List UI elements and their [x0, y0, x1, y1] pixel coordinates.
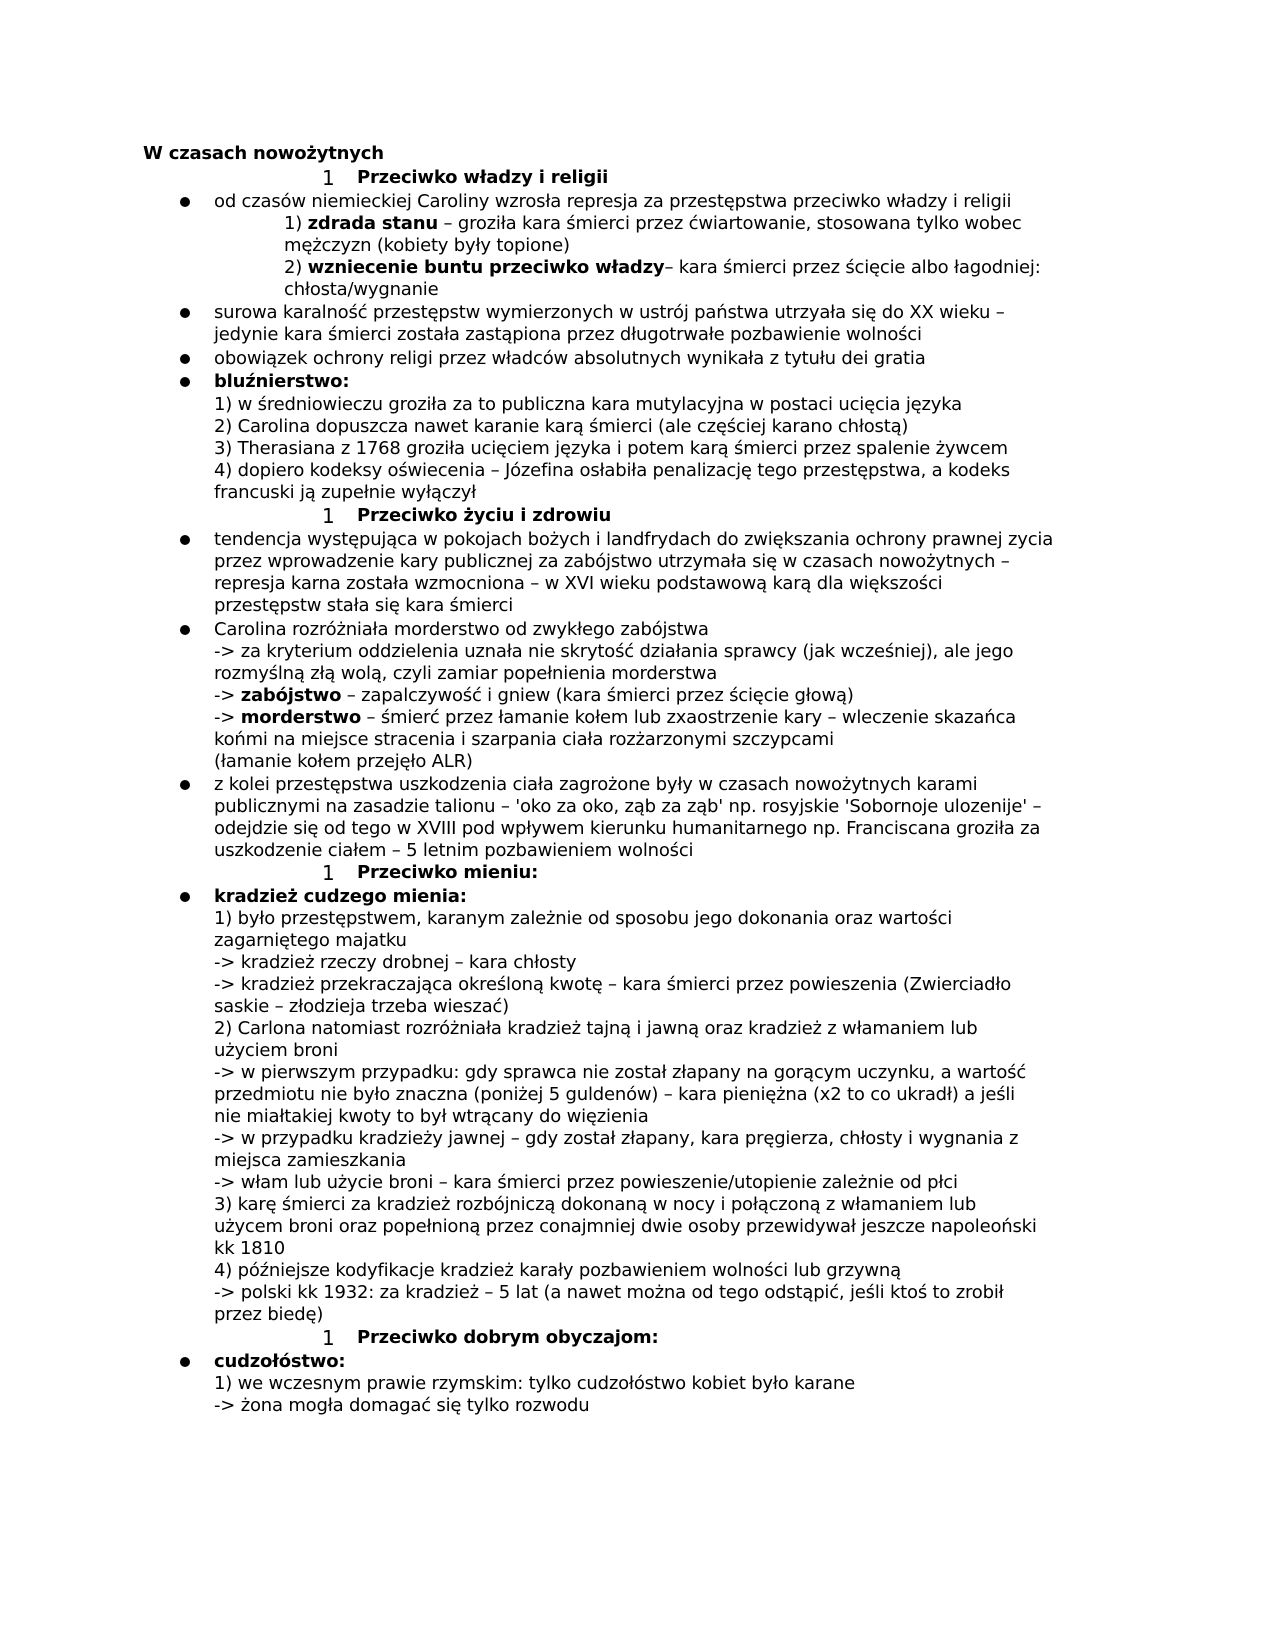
- text-line: publicznymi na zasadzie talionu – 'oko za oko, ząb za ząb' np. rosyjskie 'Sobornoje ulozenije' –: [214, 796, 1042, 817]
- bullet-icon: [180, 892, 190, 902]
- bullet-icon: [180, 1357, 190, 1367]
- text-line: kradzież cudzego mienia:: [214, 886, 467, 907]
- text-line: Carolina rozróżniała morderstwo od zwykłego zabójstwa: [214, 619, 709, 640]
- bullet-icon: [180, 535, 190, 545]
- text-line: 2) wzniecenie buntu przeciwko władzy– kara śmierci przez ścięcie albo łagodniej:: [284, 257, 1041, 278]
- text-line: końmi na miejsce stracenia i szarpania ciała rozżarzonymi szczypcami: [214, 729, 834, 750]
- section-heading: Przeciwko życiu i zdrowiu: [357, 505, 612, 526]
- text-line: -> za kryterium oddzielenia uznała nie skrytość działania sprawcy (jak wcześniej), ale jego: [214, 641, 1014, 662]
- text-line: przez biedę): [214, 1304, 324, 1325]
- text-line: od czasów niemieckiej Caroliny wzrosła represja za przestępstwa przeciwko władzy i religii: [214, 191, 1012, 212]
- text-line: 1) zdrada stanu – groziła kara śmierci przez ćwiartowanie, stosowana tylko wobec: [284, 213, 1022, 234]
- text-line: -> włam lub użycie broni – kara śmierci przez powieszenie/utopienie zależnie od płci: [214, 1172, 958, 1193]
- text-line: francuski ją zupełnie wyłączył: [214, 482, 477, 503]
- text-line: przedmiotu nie było znaczna (poniżej 5 guldenów) – kara pieniężna (x2 to co ukradł) a jeśli: [214, 1084, 1015, 1105]
- section-number: 1: [322, 166, 335, 190]
- bullet-icon: [180, 197, 190, 207]
- text-line: z kolei przestępstwa uszkodzenia ciała zagrożone były w czasach nowożytnych karami: [214, 774, 978, 795]
- text-line: -> kradzież przekraczająca określoną kwotę – kara śmierci przez powieszenia (Zwierciadło: [214, 974, 1012, 995]
- section-heading: Przeciwko dobrym obyczajom:: [357, 1327, 659, 1348]
- text-line: użyciem broni: [214, 1040, 338, 1061]
- section-number: 1: [322, 1326, 335, 1350]
- text-line: tendencja występująca w pokojach bożych i landfrydach do zwiększania ochrony prawnej zycia: [214, 529, 1054, 550]
- text-line: odejdzie się od tego w XVIII pod wpływem kierunku humanitarnego np. Franciscana groziła za: [214, 818, 1041, 839]
- text-line: 1) w średniowieczu groziła za to publiczna kara mutylacyjna w postaci ucięcia języka: [214, 394, 962, 415]
- text-line: -> żona mogła domagać się tylko rozwodu: [214, 1395, 590, 1416]
- text-line: -> w pierwszym przypadku: gdy sprawca nie został złapany na gorącym uczynku, a wartość: [214, 1062, 1027, 1083]
- section-number: 1: [322, 861, 335, 885]
- text-line: przez wprowadzenie kary publicznej za zabójstwo utrzymała się w czasach nowożytnych –: [214, 551, 1010, 572]
- text-line: -> morderstwo – śmierć przez łamanie kołem lub zxaostrzenie kary – wleczenie skazańca: [214, 707, 1016, 728]
- text-line: -> polski kk 1932: za kradzież – 5 lat (a nawet można od tego odstąpić, jeśli ktoś to zrobił: [214, 1282, 1004, 1303]
- text-line: mężczyzn (kobiety były topione): [284, 235, 570, 256]
- text-line: miejsca zamieszkania: [214, 1150, 407, 1171]
- text-line: -> w przypadku kradzieży jawnej – gdy został złapany, kara pręgierza, chłosty i wygnania z: [214, 1128, 1019, 1149]
- text-line: obowiązek ochrony religi przez władców absolutnych wynikała z tytułu dei gratia: [214, 348, 926, 369]
- section-heading: Przeciwko władzy i religii: [357, 167, 609, 188]
- bullet-icon: [180, 354, 190, 364]
- text-line: (łamanie kołem przejęło ALR): [214, 751, 473, 772]
- text-line: chłosta/wygnanie: [284, 279, 439, 300]
- text-line: surowa karalność przestępstw wymierzonych w ustrój państwa utrzyała się do XX wieku –: [214, 302, 1005, 323]
- text-line: 3) karę śmierci za kradzież rozbójniczą dokonaną w nocy i połączoną z włamaniem lub: [214, 1194, 977, 1215]
- text-line: cudzołóstwo:: [214, 1351, 346, 1372]
- text-line: 1) było przestępstwem, karanym zależnie od sposobu jego dokonania oraz wartości: [214, 908, 953, 929]
- text-line: zagarniętego majatku: [214, 930, 407, 951]
- text-line: -> kradzież rzeczy drobnej – kara chłosty: [214, 952, 577, 973]
- text-line: kk 1810: [214, 1238, 285, 1259]
- text-line: represja karna została wzmocniona – w XVI wieku podstawową karą dla większości: [214, 573, 943, 594]
- text-line: bluźnierstwo:: [214, 371, 350, 392]
- text-line: jedynie kara śmierci została zastąpiona przez długotrwałe pozbawienie wolności: [214, 324, 922, 345]
- bullet-icon: [180, 780, 190, 790]
- bullet-icon: [180, 308, 190, 318]
- text-line: saskie – złodzieja trzeba wieszać): [214, 996, 509, 1017]
- section-number: 1: [322, 504, 335, 528]
- text-line: rozmyślną złą wolą, czyli zamiar popełnienia morderstwa: [214, 663, 718, 684]
- text-line: 2) Carlona natomiast rozróżniała kradzież tajną i jawną oraz kradzież z włamaniem lub: [214, 1018, 978, 1039]
- text-line: nie miałtakiej kwoty to był wtrącany do więzienia: [214, 1106, 649, 1127]
- text-line: -> zabójstwo – zapalczywość i gniew (kara śmierci przez ścięcie głową): [214, 685, 854, 706]
- section-heading: Przeciwko mieniu:: [357, 862, 539, 883]
- text-line: użycem broni oraz popełnioną przez conajmniej dwie osoby przewidywał jeszcze napoleoński: [214, 1216, 1037, 1237]
- text-line: przestępstw stała się kara śmierci: [214, 595, 514, 616]
- text-line: uszkodzenie ciałem – 5 letnim pozbawieniem wolności: [214, 840, 694, 861]
- bullet-icon: [180, 625, 190, 635]
- text-line: 4) późniejsze kodyfikacje kradzież karały pozbawieniem wolności lub grzywną: [214, 1260, 901, 1281]
- text-line: 3) Therasiana z 1768 groziła ucięciem języka i potem karą śmierci przez spalenie żywcem: [214, 438, 1008, 459]
- text-line: 2) Carolina dopuszcza nawet karanie karą śmierci (ale częściej karano chłostą): [214, 416, 909, 437]
- page-title: W czasach nowożytnych: [143, 143, 384, 164]
- bullet-icon: [180, 377, 190, 387]
- text-line: 4) dopiero kodeksy oświecenia – Józefina osłabiła penalizację tego przestępstwa, a kodeks: [214, 460, 1010, 481]
- text-line: 1) we wczesnym prawie rzymskim: tylko cudzołóstwo kobiet było karane: [214, 1373, 855, 1394]
